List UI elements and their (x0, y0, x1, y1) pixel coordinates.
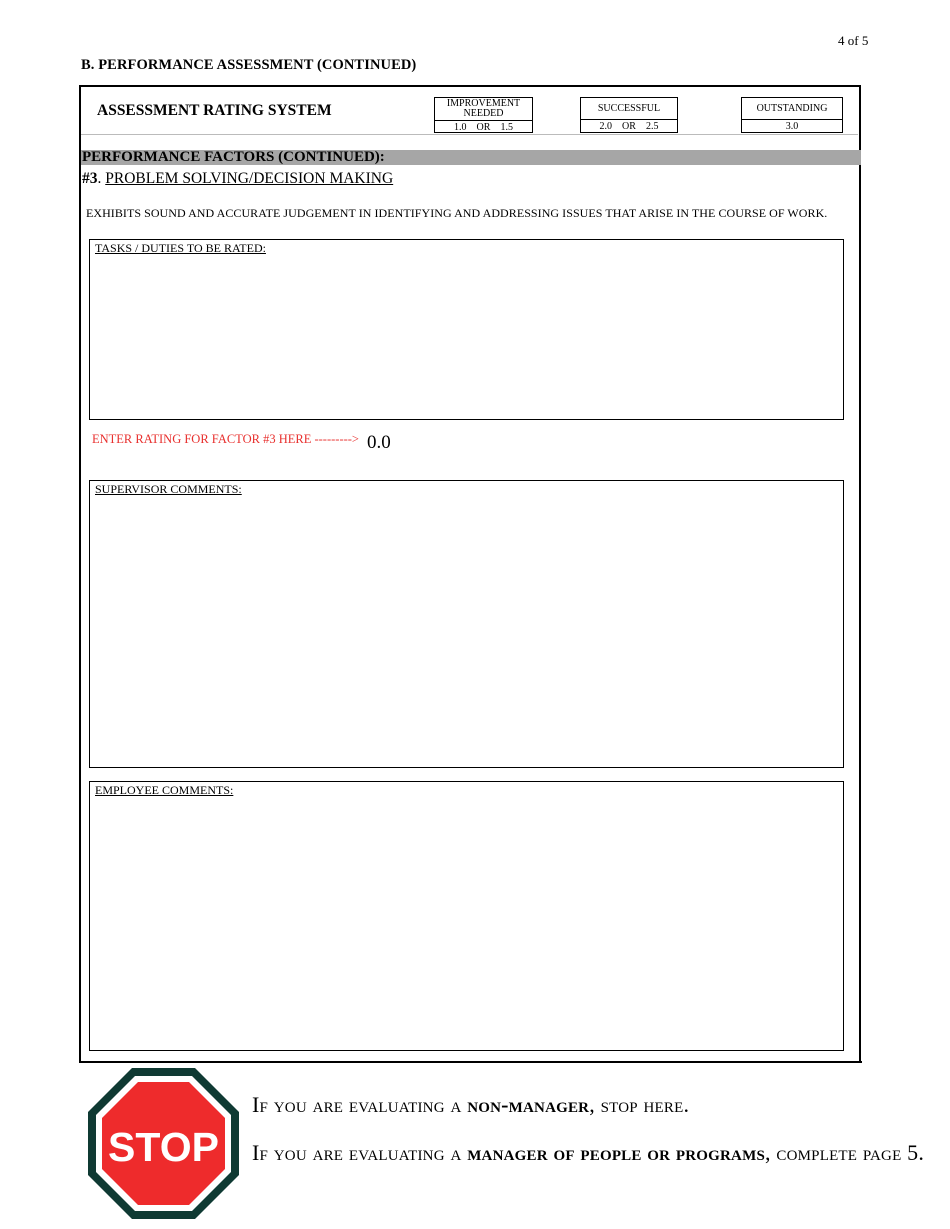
factor-number: #3 (82, 170, 98, 187)
stop-line1-bold: non-manager (467, 1092, 590, 1117)
employee-comments-field[interactable] (89, 781, 844, 1051)
stop-line-manager (252, 1136, 924, 1170)
section-header: B. PERFORMANCE ASSESSMENT (CONTINUED) (81, 57, 417, 73)
form-frame-bottom-rule (79, 1061, 862, 1063)
rating-box-label: IMPROVEMENT NEEDED (435, 98, 532, 121)
stop-line1-end: , stop here. (589, 1092, 690, 1117)
stop-line2-text: If you are evaluating a (252, 1140, 468, 1165)
stop-line1-text: If you are evaluating a (252, 1092, 468, 1117)
stop-line2-page: 5 (907, 1140, 919, 1165)
supervisor-comments-field[interactable] (89, 480, 844, 768)
rating-box-value: 1.0 OR 1.5 (454, 122, 513, 133)
rating-box-successful (580, 97, 678, 133)
stop-line2-period: . (918, 1140, 925, 1165)
rating-box-outstanding (741, 97, 843, 133)
employee-comments-label: EMPLOYEE COMMENTS: (95, 783, 234, 797)
stop-line2-end: , complete page (764, 1140, 908, 1165)
rating-system-title: ASSESSMENT RATING SYSTEM (97, 102, 332, 119)
stop-line2-bold: manager of people or programs (467, 1140, 765, 1165)
rating-box-label: SUCCESSFUL (581, 98, 677, 120)
factor-heading: #3. PROBLEM SOLVING/DECISION MAKING (82, 170, 394, 187)
rating-box-improvement (434, 97, 533, 133)
stop-sign-icon (88, 1068, 239, 1219)
stop-line-non-manager (252, 1088, 924, 1122)
factor-title: PROBLEM SOLVING/DECISION MAKING (105, 170, 394, 187)
page-number: 4 of 5 (838, 33, 869, 48)
rating-box-value: 2.0 OR 2.5 (599, 121, 659, 132)
rating-box-value: 3.0 (785, 121, 799, 132)
performance-factors-bar: PERFORMANCE FACTORS (CONTINUED): (81, 150, 861, 165)
rating-prompt: ENTER RATING FOR FACTOR #3 HERE ---------> (92, 432, 359, 446)
rating-box-label: OUTSTANDING (742, 98, 842, 120)
supervisor-comments-label: SUPERVISOR COMMENTS: (95, 482, 242, 496)
factor-rating-input[interactable]: 0.0 (367, 432, 391, 453)
stop-sign-text: STOP (108, 1124, 219, 1170)
divider (81, 134, 858, 135)
tasks-duties-field[interactable] (89, 239, 844, 420)
factor-description: EXHIBITS SOUND AND ACCURATE JUDGEMENT IN IDENTIFYING AND ADDRESSING ISSUES THAT ARISE IN THE COURSE OF WORK. (86, 206, 828, 220)
tasks-duties-label: TASKS / DUTIES TO BE RATED: (95, 241, 266, 255)
stop-instructions (252, 1088, 924, 1170)
